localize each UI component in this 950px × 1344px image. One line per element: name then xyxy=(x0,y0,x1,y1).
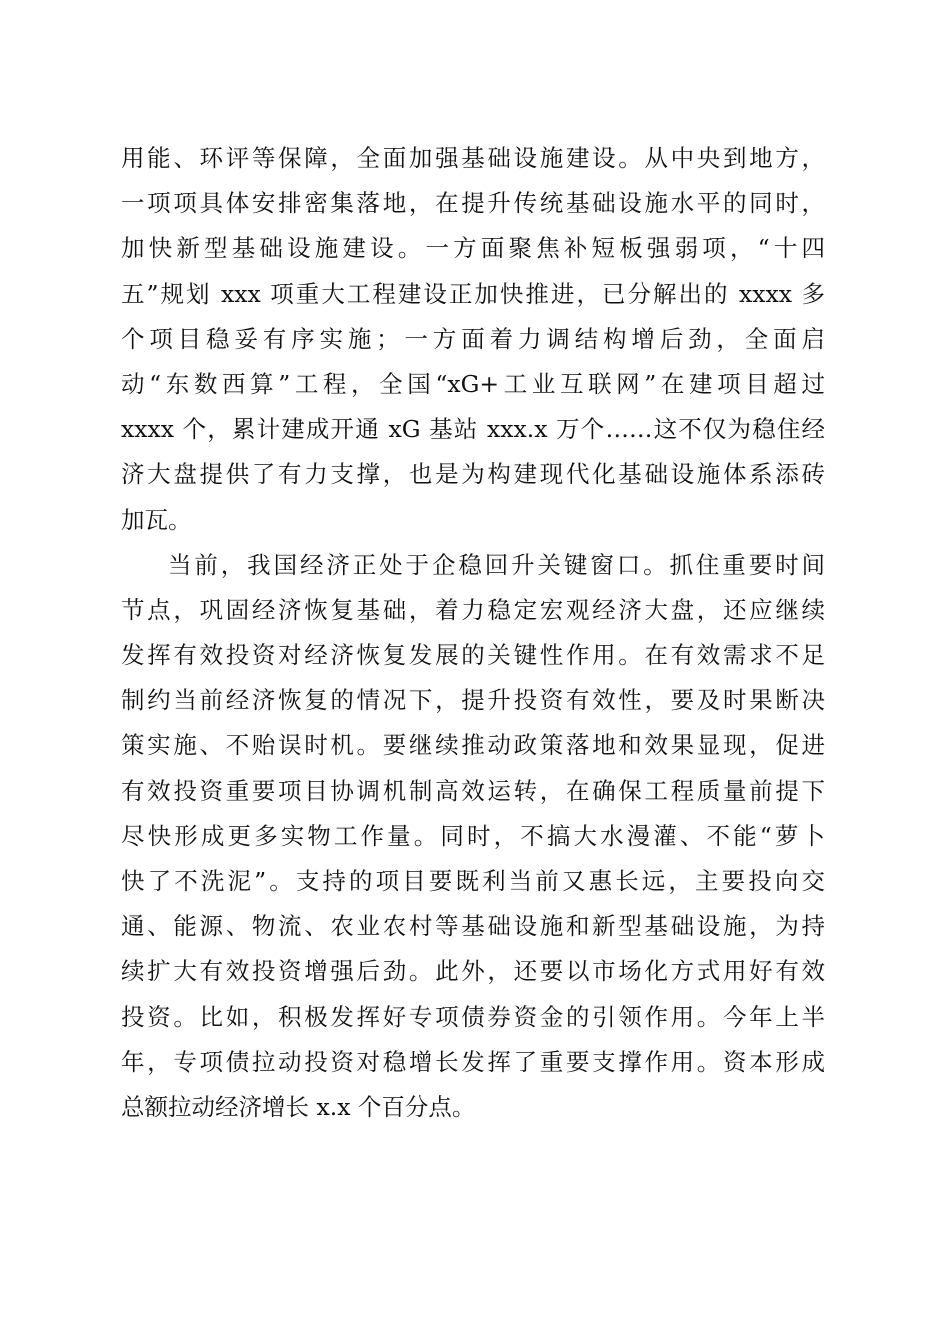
text-line: 节点，巩固经济恢复基础，着力稳定宏观经济大盘，还应继续 xyxy=(121,595,825,624)
text-line: 用能、环评等保障，全面加强基础设施建设。从中央到地方， xyxy=(121,144,825,172)
text-line: 快了不洗泥”。支持的项目要既利当前又惠长远，主要投向交 xyxy=(121,867,825,895)
text-line: 发挥有效投资对经济恢复发展的关键性作用。在有效需求不足 xyxy=(121,641,825,670)
text-line: 一项项具体安排密集落地，在提升传统基础设施水平的同时， xyxy=(121,189,825,218)
text-line: 投资。比如，积极发挥好专项债券资金的引领作用。今年上半 xyxy=(121,1002,825,1031)
text-line: 策实施、不贻误时机。要继续推动政策落地和效果显现，促进 xyxy=(121,731,825,760)
text-line: 动“东数西算”工程，全国“xG+工业互联网”在建项目超过 xyxy=(121,369,825,398)
text-line: 加快新型基础设施建设。一方面聚焦补短板强弱项，“十四 xyxy=(121,234,825,263)
text-line: 济大盘提供了有力支撑，也是为构建现代化基础设施体系添砖 xyxy=(121,460,825,489)
text-line: 有效投资重要项目协调机制高效运转，在确保工程质量前提下 xyxy=(121,776,825,805)
text-line: 总额拉动经济增长 x.x 个百分点。 xyxy=(121,1092,476,1121)
text-line: 加瓦。 xyxy=(121,505,192,534)
text-line: 年，专项债拉动投资对稳增长发挥了重要支撑作用。资本形成 xyxy=(121,1047,825,1076)
text-line: xxxx 个，累计建成开通 xG 基站 xxx.x 万个……这不仅为稳住经 xyxy=(121,415,825,444)
text-line: 尽快形成更多实物工作量。同时，不搞大水漫灌、不能“萝卜 xyxy=(121,821,825,850)
paragraph-2 xyxy=(121,543,825,1130)
paragraph-1 xyxy=(121,136,825,543)
text-line: 当前，我国经济正处于企稳回升关键窗口。抓住重要时间 xyxy=(168,550,825,579)
document-body xyxy=(121,136,825,1130)
text-line: 通、能源、物流、农业农村等基础设施和新型基础设施，为持 xyxy=(121,912,825,941)
text-line: 五”规划 xxx 项重大工程建设正加快推进，已分解出的 xxxx 多 xyxy=(121,279,825,308)
text-line: 续扩大有效投资增强后劲。此外，还要以市场化方式用好有效 xyxy=(121,957,825,986)
text-line: 制约当前经济恢复的情况下，提升投资有效性，要及时果断决 xyxy=(121,686,825,715)
text-line: 个项目稳妥有序实施；一方面着力调结构增后劲，全面启 xyxy=(121,324,825,353)
